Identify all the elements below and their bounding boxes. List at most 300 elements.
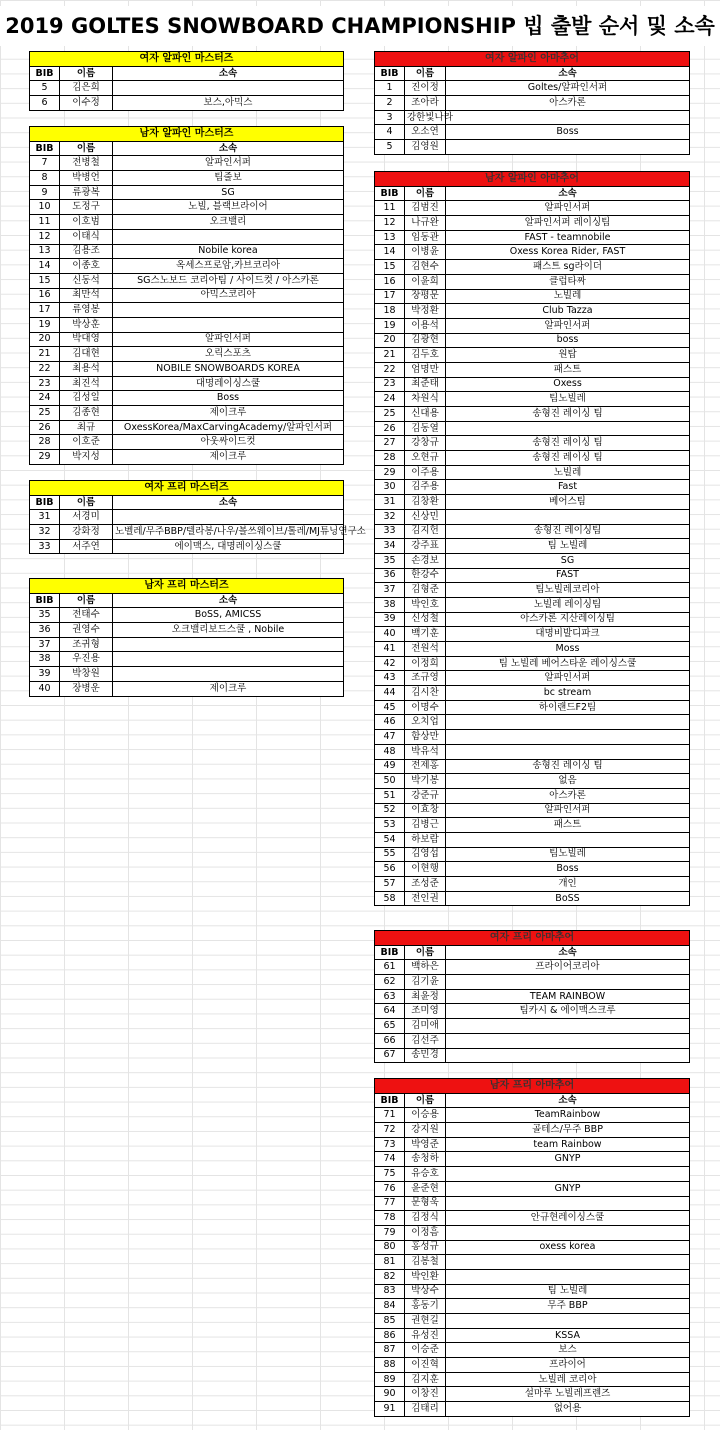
team-cell: Club Tazza	[446, 304, 690, 319]
team-cell: TeamRainbow	[446, 1108, 690, 1123]
name-cell: 송청하	[405, 1152, 446, 1167]
table-row	[30, 539, 344, 554]
team-cell: 알파인서퍼	[446, 671, 690, 686]
table-row	[375, 759, 690, 774]
name-cell: 김영원	[405, 140, 446, 155]
table-caption-row	[30, 52, 344, 67]
bib-cell: 15	[30, 273, 60, 288]
bib-cell: 33	[30, 539, 60, 554]
name-cell: 김종현	[60, 406, 113, 421]
table-row	[375, 1372, 690, 1387]
bib-cell: 33	[375, 524, 405, 539]
women-free-masters-table	[29, 480, 366, 554]
team-cell: Oxess	[446, 377, 690, 392]
name-cell: 김용조	[60, 244, 113, 259]
bib-cell: 41	[375, 642, 405, 657]
team-cell: 아스카론	[446, 788, 690, 803]
team-cell: 팀줄보	[113, 171, 344, 186]
name-cell: 이효창	[405, 803, 446, 818]
bib-header: BIB	[375, 945, 405, 960]
name-header: 이름	[405, 1093, 446, 1108]
name-cell: 김시찬	[405, 686, 446, 701]
team-cell: 노빌레 코리아	[446, 1372, 690, 1387]
name-cell: 오소연	[405, 125, 446, 140]
team-cell: 팀노빌레코리아	[446, 583, 690, 598]
name-cell: 우진용	[60, 652, 113, 667]
bib-cell: 65	[375, 1019, 405, 1034]
name-cell: 김병근	[405, 818, 446, 833]
team-cell	[446, 140, 690, 155]
team-cell	[446, 1196, 690, 1211]
bib-cell: 67	[375, 1048, 405, 1063]
name-cell: 전인권	[405, 891, 446, 906]
team-cell: 개인	[446, 877, 690, 892]
team-cell: 패스트	[446, 362, 690, 377]
team-cell	[446, 744, 690, 759]
team-cell: 알파인서퍼 레이싱팀	[446, 216, 690, 231]
table-row	[375, 627, 690, 642]
name-cell: 신대용	[405, 407, 446, 422]
team-cell	[113, 317, 344, 332]
name-cell: 김광현	[405, 333, 446, 348]
name-cell: 박상훈	[60, 317, 113, 332]
team-cell: team Rainbow	[446, 1137, 690, 1152]
team-cell: 보스	[446, 1343, 690, 1358]
team-cell	[113, 637, 344, 652]
bib-header: BIB	[30, 141, 60, 156]
team-cell: Nobile korea	[113, 244, 344, 259]
name-cell: 신성철	[405, 612, 446, 627]
name-cell: 김정식	[405, 1211, 446, 1226]
table-row	[375, 583, 690, 598]
bib-cell: 89	[375, 1372, 405, 1387]
bib-cell: 85	[375, 1314, 405, 1329]
bib-cell: 21	[375, 348, 405, 363]
bib-cell: 88	[375, 1358, 405, 1373]
name-header: 이름	[60, 141, 113, 156]
table-row	[375, 960, 690, 975]
name-cell: 김지훈	[405, 1372, 446, 1387]
name-cell: 김형준	[405, 583, 446, 598]
team-cell: FAST	[446, 568, 690, 583]
bib-cell: 20	[30, 332, 60, 347]
bib-header: BIB	[30, 495, 60, 510]
name-cell: 이창진	[405, 1387, 446, 1402]
table-header-row	[30, 495, 344, 510]
name-cell: 조귀형	[60, 637, 113, 652]
bib-cell: 14	[30, 259, 60, 274]
men-free-amateur-table	[374, 1078, 690, 1417]
team-cell: 팀 노빌레	[446, 539, 690, 554]
table-row	[30, 347, 344, 362]
team-cell: 팀노빌레	[446, 392, 690, 407]
table-row	[375, 260, 690, 275]
bib-cell: 16	[375, 274, 405, 289]
bib-cell: 37	[30, 637, 60, 652]
bib-cell: 47	[375, 730, 405, 745]
table-row	[375, 348, 690, 363]
bib-cell: 86	[375, 1328, 405, 1343]
name-cell: 손경보	[405, 553, 446, 568]
team-header: 소속	[113, 495, 344, 510]
table-row	[375, 597, 690, 612]
team-cell: 오릭스포츠	[113, 347, 344, 362]
bib-cell: 5	[30, 81, 60, 96]
team-cell: NOBILE SNOWBOARDS KOREA	[113, 362, 344, 377]
team-cell	[446, 832, 690, 847]
bib-cell: 37	[375, 583, 405, 598]
table-row	[30, 420, 344, 435]
men-alpine-masters-table	[29, 126, 344, 465]
table-row	[375, 1387, 690, 1402]
table-row	[375, 553, 690, 568]
team-cell: 원탑	[446, 348, 690, 363]
table-row	[30, 391, 344, 406]
team-cell	[446, 730, 690, 745]
table-row	[375, 847, 690, 862]
bib-cell: 58	[375, 891, 405, 906]
bib-cell: 30	[375, 480, 405, 495]
team-cell: 대명비발디파크	[446, 627, 690, 642]
team-cell: KSSA	[446, 1328, 690, 1343]
team-cell: bc stream	[446, 686, 690, 701]
table-row	[375, 1240, 690, 1255]
team-cell	[446, 1167, 690, 1182]
table-title: 여자 알파인 아마추어	[375, 52, 690, 67]
team-cell: 노빌레	[446, 289, 690, 304]
table-row	[375, 421, 690, 436]
team-cell: 아웃싸이드컷	[113, 435, 344, 450]
name-cell: 박인환	[405, 1269, 446, 1284]
name-cell: 이호준	[60, 435, 113, 450]
team-cell: Moss	[446, 642, 690, 657]
team-cell	[446, 1048, 690, 1063]
team-cell: SG	[446, 553, 690, 568]
table-row	[375, 671, 690, 686]
bib-header: BIB	[375, 1093, 405, 1108]
name-cell: 백기훈	[405, 627, 446, 642]
team-cell: 대명레이싱스쿨	[113, 376, 344, 391]
team-cell: 안규현레이싱스쿨	[446, 1211, 690, 1226]
table-row	[375, 1123, 690, 1138]
team-cell: GNYP	[446, 1152, 690, 1167]
team-cell: 보스,아믹스	[113, 96, 344, 111]
team-cell: OxessKorea/MaxCarvingAcademy/알파인서퍼	[113, 420, 344, 435]
name-cell: 진이정	[405, 81, 446, 96]
bib-cell: 12	[375, 216, 405, 231]
bib-cell: 87	[375, 1343, 405, 1358]
table-row	[375, 333, 690, 348]
table-header-row	[375, 66, 690, 81]
name-cell: 이윤희	[405, 274, 446, 289]
bib-cell: 24	[30, 391, 60, 406]
table-row	[375, 862, 690, 877]
name-cell: 이주용	[405, 465, 446, 480]
table-row	[375, 1225, 690, 1240]
name-cell: 김미애	[405, 1019, 446, 1034]
team-cell: 오크밸리보드스쿨 , Nobile	[113, 623, 344, 638]
name-cell: 김기윤	[405, 975, 446, 990]
bib-cell: 63	[375, 989, 405, 1004]
team-cell: 무주 BBP	[446, 1299, 690, 1314]
team-cell: 패스트	[446, 818, 690, 833]
name-cell: 최규	[60, 420, 113, 435]
name-cell: 나규완	[405, 216, 446, 231]
table-row	[30, 156, 344, 171]
table-row	[30, 200, 344, 215]
team-cell	[446, 1255, 690, 1270]
team-cell: 오크밸리	[113, 215, 344, 230]
team-cell: 아스카론	[446, 96, 690, 111]
team-cell: 프라이어코리아	[446, 960, 690, 975]
table-caption-row	[30, 127, 344, 142]
name-header: 이름	[405, 66, 446, 81]
team-header: 소속	[113, 593, 344, 608]
name-cell: 류광복	[60, 185, 113, 200]
table-row	[375, 230, 690, 245]
team-cell: 프라이어	[446, 1358, 690, 1373]
bib-cell: 40	[375, 627, 405, 642]
bib-cell: 22	[30, 362, 60, 377]
table-header-row	[30, 141, 344, 156]
name-cell: 오치업	[405, 715, 446, 730]
team-cell	[446, 1314, 690, 1329]
name-cell: 이현행	[405, 862, 446, 877]
name-header: 이름	[60, 495, 113, 510]
name-cell: 도정구	[60, 200, 113, 215]
table-title: 여자 프리 마스터즈	[30, 481, 344, 496]
table-row	[30, 185, 344, 200]
team-cell: Boss	[446, 125, 690, 140]
table-row	[375, 1181, 690, 1196]
name-header: 이름	[60, 593, 113, 608]
team-cell	[446, 421, 690, 436]
name-cell: 김동열	[405, 421, 446, 436]
table-row	[375, 1328, 690, 1343]
page-title: 2019 GOLTES SNOWBOARD CHAMPIONSHIP 빕 출발 순서 및 소속	[0, 6, 720, 46]
bib-cell: 39	[375, 612, 405, 627]
bib-cell: 49	[375, 759, 405, 774]
bib-cell: 13	[375, 230, 405, 245]
name-cell: 김주용	[405, 480, 446, 495]
team-header: 소속	[446, 66, 690, 81]
bib-cell: 76	[375, 1181, 405, 1196]
women-alpine-amateur-table	[374, 51, 690, 155]
team-cell: 알파인서퍼	[446, 201, 690, 216]
bib-cell: 23	[375, 377, 405, 392]
name-cell: 이호범	[60, 215, 113, 230]
bib-cell: 56	[375, 862, 405, 877]
team-cell: Boss	[446, 862, 690, 877]
team-cell: 패스트 sg라이더	[446, 260, 690, 275]
name-cell: 김지헌	[405, 524, 446, 539]
team-cell: 아스카론 지산레이싱팀	[446, 612, 690, 627]
bib-cell: 32	[30, 525, 60, 540]
bib-cell: 38	[30, 652, 60, 667]
table-title: 남자 알파인 아마추어	[375, 172, 690, 187]
team-cell: 하이랜드F2팀	[446, 700, 690, 715]
name-cell: 조성준	[405, 877, 446, 892]
bib-cell: 23	[30, 376, 60, 391]
name-cell: 이진혁	[405, 1358, 446, 1373]
name-cell: 조아라	[405, 96, 446, 111]
bib-cell: 18	[375, 304, 405, 319]
team-cell: boss	[446, 333, 690, 348]
table-row	[375, 891, 690, 906]
team-header: 소속	[446, 186, 690, 201]
table-title: 남자 프리 마스터즈	[30, 579, 344, 594]
name-cell: 이승용	[405, 1108, 446, 1123]
bib-cell: 8	[30, 171, 60, 186]
table-title: 여자 프리 아마추어	[375, 931, 690, 946]
table-row	[375, 318, 690, 333]
name-cell: 윤준현	[405, 1181, 446, 1196]
name-cell: 장평문	[405, 289, 446, 304]
team-cell: 없어용	[446, 1402, 690, 1417]
team-cell: FAST - teamnobile	[446, 230, 690, 245]
team-cell	[113, 667, 344, 682]
team-cell	[446, 110, 690, 125]
table-row	[375, 788, 690, 803]
name-cell: 박병언	[60, 171, 113, 186]
team-cell	[113, 81, 344, 96]
team-cell: 노빌레 레이싱팀	[446, 597, 690, 612]
team-header: 소속	[446, 1093, 690, 1108]
bib-cell: 25	[30, 406, 60, 421]
bib-cell: 6	[30, 96, 60, 111]
team-cell: 베어스팀	[446, 495, 690, 510]
bib-cell: 28	[375, 451, 405, 466]
table-row	[375, 1196, 690, 1211]
name-cell: 이승준	[405, 1343, 446, 1358]
table-title: 남자 알파인 마스터즈	[30, 127, 344, 142]
table-row	[30, 317, 344, 332]
bib-cell: 28	[30, 435, 60, 450]
team-cell: 송형진 레이싱 팀	[446, 451, 690, 466]
team-cell: TEAM RAINBOW	[446, 989, 690, 1004]
bib-cell: 80	[375, 1240, 405, 1255]
table-row	[30, 652, 344, 667]
table-row	[375, 730, 690, 745]
name-cell: 이종호	[60, 259, 113, 274]
team-header: 소속	[446, 945, 690, 960]
table-title: 남자 프리 아마추어	[375, 1079, 690, 1094]
table-title: 여자 알파인 마스터즈	[30, 52, 344, 67]
table-row	[375, 1167, 690, 1182]
bib-cell: 84	[375, 1299, 405, 1314]
table-row	[375, 832, 690, 847]
table-header-row	[30, 593, 344, 608]
name-cell: 이명수	[405, 700, 446, 715]
team-cell: 알파인서퍼	[113, 156, 344, 171]
team-cell: SG스노보드 코리아팀 / 사이드컷 / 아스카론	[113, 273, 344, 288]
bib-cell: 64	[375, 1004, 405, 1019]
table-row	[375, 1299, 690, 1314]
name-cell: 엄명만	[405, 362, 446, 377]
team-cell	[446, 1033, 690, 1048]
name-cell: 전제홍	[405, 759, 446, 774]
bib-cell: 40	[30, 681, 60, 696]
name-cell: 류영봉	[60, 303, 113, 318]
bib-cell: 83	[375, 1284, 405, 1299]
bib-cell: 14	[375, 245, 405, 260]
name-cell: 이태식	[60, 229, 113, 244]
team-cell	[113, 510, 344, 525]
table-row	[375, 539, 690, 554]
table-row	[375, 803, 690, 818]
table-row	[30, 623, 344, 638]
table-row	[30, 362, 344, 377]
name-cell: 오현규	[405, 451, 446, 466]
table-row	[375, 568, 690, 583]
bib-cell: 79	[375, 1225, 405, 1240]
bib-cell: 26	[30, 420, 60, 435]
bib-cell: 61	[375, 960, 405, 975]
table-row	[375, 436, 690, 451]
team-header: 소속	[113, 66, 344, 81]
team-cell: 팀 노빌레 베어스타운 레이싱스쿨	[446, 656, 690, 671]
bib-cell: 35	[375, 553, 405, 568]
bib-cell: 26	[375, 421, 405, 436]
team-cell: Goltes/알파인서퍼	[446, 81, 690, 96]
table-row	[375, 304, 690, 319]
table-row	[30, 510, 344, 525]
team-cell: 팀 노빌레	[446, 1284, 690, 1299]
bib-header: BIB	[30, 593, 60, 608]
team-cell: 에이맥스, 대명레이싱스쿨	[113, 539, 344, 554]
bib-cell: 22	[375, 362, 405, 377]
name-cell: 박영준	[405, 1137, 446, 1152]
team-cell: 없음	[446, 774, 690, 789]
bib-cell: 15	[375, 260, 405, 275]
bib-cell: 48	[375, 744, 405, 759]
table-row	[375, 975, 690, 990]
table-row	[375, 1314, 690, 1329]
bib-cell: 81	[375, 1255, 405, 1270]
name-cell: 김창환	[405, 495, 446, 510]
table-row	[30, 259, 344, 274]
table-row	[375, 774, 690, 789]
team-cell: SG	[113, 185, 344, 200]
name-cell: 강화정	[60, 525, 113, 540]
table-row	[375, 465, 690, 480]
team-cell: 송형진 레이싱 팀	[446, 407, 690, 422]
table-row	[375, 110, 690, 125]
name-cell: 서경미	[60, 510, 113, 525]
team-cell: 골테스/무주 BBP	[446, 1123, 690, 1138]
name-header: 이름	[60, 66, 113, 81]
bib-cell: 32	[375, 509, 405, 524]
team-cell	[113, 652, 344, 667]
name-cell: 유성진	[405, 1328, 446, 1343]
table-row	[375, 877, 690, 892]
table-row	[375, 140, 690, 155]
name-cell: 유승호	[405, 1167, 446, 1182]
team-cell: 송형진 레이싱팀	[446, 524, 690, 539]
name-cell: 김태리	[405, 1402, 446, 1417]
team-cell: 제이크루	[113, 450, 344, 465]
bib-cell: 42	[375, 656, 405, 671]
bib-cell: 55	[375, 847, 405, 862]
bib-cell: 46	[375, 715, 405, 730]
bib-cell: 25	[375, 407, 405, 422]
bib-cell: 21	[30, 347, 60, 362]
bib-cell: 74	[375, 1152, 405, 1167]
team-cell: 설마루 노빌레프렌즈	[446, 1387, 690, 1402]
bib-cell: 91	[375, 1402, 405, 1417]
table-caption-row	[30, 579, 344, 594]
bib-cell: 75	[375, 1167, 405, 1182]
